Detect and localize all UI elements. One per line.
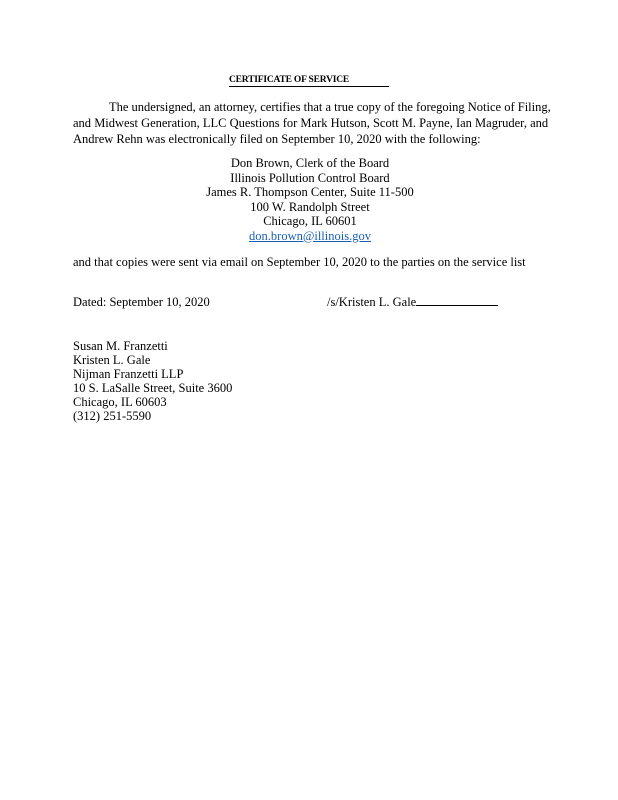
signer-name-2: Kristen L. Gale bbox=[73, 353, 151, 367]
copies-statement: and that copies were sent via email on September 10, 2020 to the parties on the service list bbox=[73, 255, 526, 269]
signer-name-1: Susan M. Franzetti bbox=[73, 339, 168, 353]
paragraph-line-3: Andrew Rehn was electronically filed on September 10, 2020 with the following: bbox=[73, 132, 481, 146]
signer-street: 10 S. LaSalle Street, Suite 3600 bbox=[73, 381, 233, 395]
certification-paragraph bbox=[73, 99, 593, 147]
paragraph-line-1: The undersigned, an attorney, certifies that a true copy of the foregoing Notice of Filing, bbox=[109, 100, 551, 114]
signer-phone: (312) 251-5590 bbox=[73, 409, 152, 423]
recipient-city: Chicago, IL 60601 bbox=[263, 214, 357, 228]
recipient-name: Don Brown, Clerk of the Board bbox=[230, 156, 390, 170]
recipient-building: James R. Thompson Center, Suite 11-500 bbox=[206, 185, 414, 199]
signer-firm: Nijman Franzetti LLP bbox=[73, 367, 184, 381]
recipient-address-block bbox=[160, 156, 460, 243]
recipient-agency: Illinois Pollution Control Board bbox=[230, 170, 390, 185]
signature-text: /s/Kristen L. Gale bbox=[327, 295, 417, 309]
recipient-email-link[interactable]: don.brown@illinois.gov bbox=[249, 228, 371, 243]
signature-block bbox=[327, 295, 498, 309]
recipient-street: 100 W. Randolph Street bbox=[250, 199, 370, 214]
dated-line: Dated: September 10, 2020 bbox=[73, 295, 210, 309]
certificate-title: CERTIFICATE OF SERVICE bbox=[229, 74, 389, 87]
paragraph-line-2-prefix: and bbox=[73, 116, 92, 130]
paragraph-line-2-text: Midwest Generation, LLC Questions for Mark Hutson, Scott M. Payne, Ian Magruder, and bbox=[94, 116, 549, 130]
signer-city: Chicago, IL 60603 bbox=[73, 395, 167, 409]
signature-underline bbox=[416, 295, 498, 306]
signer-block bbox=[73, 339, 232, 423]
paragraph-line-2 bbox=[73, 115, 593, 131]
